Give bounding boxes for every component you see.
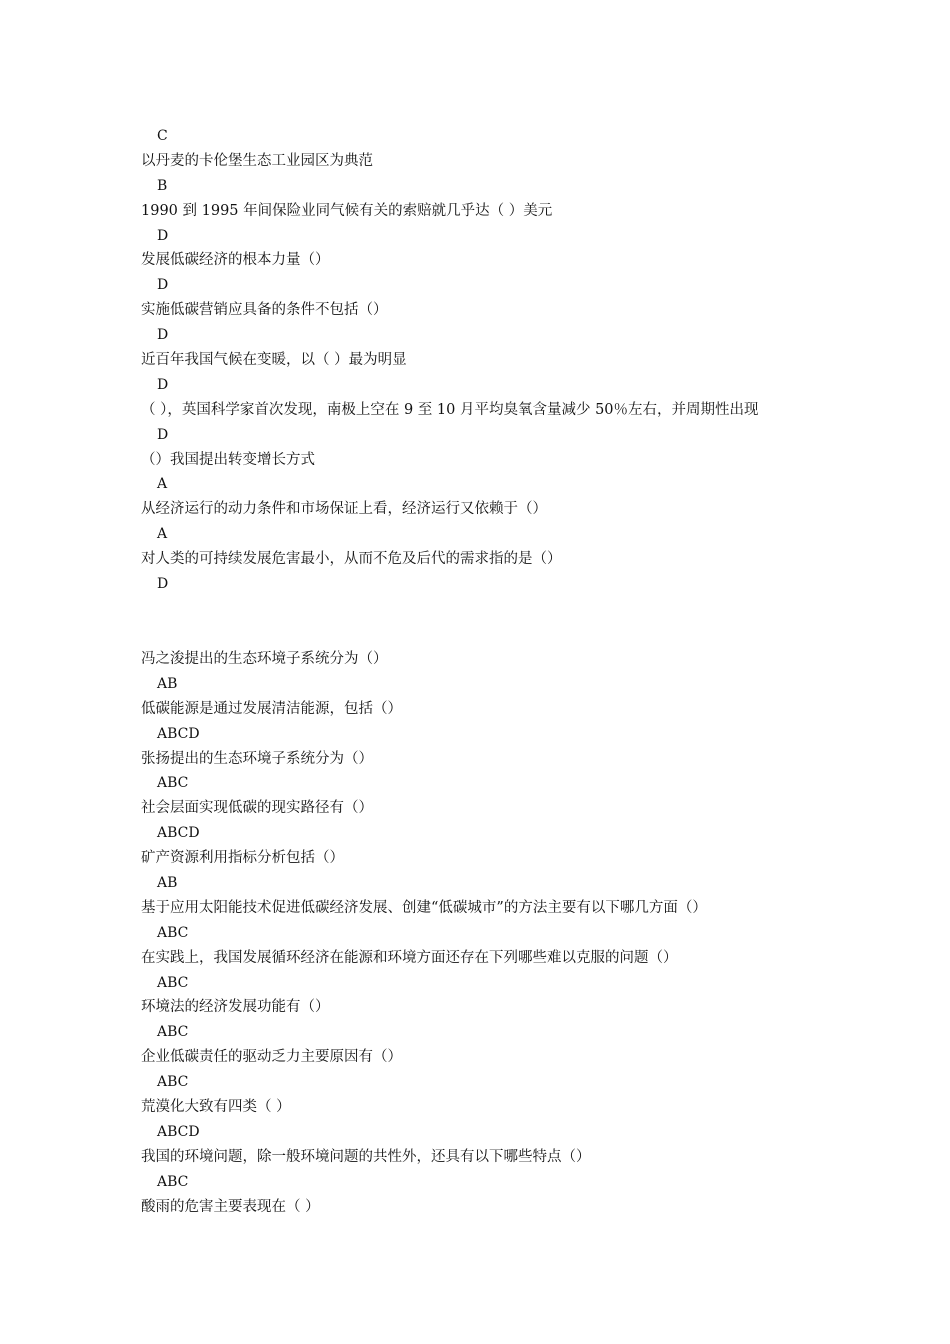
question-line: 低碳能源是通过发展清洁能源，包括（） (141, 700, 402, 717)
answer-line: AB (157, 675, 178, 692)
question-line: 1990 到 1995 年间保险业同气候有关的索赔就几乎达（ ）美元 (141, 202, 553, 219)
answer-line: AB (157, 875, 178, 892)
answer-line: D (157, 227, 169, 244)
answer-line: D (157, 327, 169, 344)
answer-line: ABCD (157, 1123, 200, 1140)
answer-line: ABC (157, 1173, 189, 1190)
question-line: 社会层面实现低碳的现实路径有（） (141, 800, 373, 817)
question-line: （ ），英国科学家首次发现，南极上空在 9 至 10 月平均臭氧含量减少 50％左右，并周期性出现 (141, 401, 759, 418)
multiple-choice-section (141, 647, 841, 1219)
answer-line: ABCD (157, 825, 200, 842)
question-line: 企业低碳责任的驱动乏力主要原因有（） (141, 1049, 402, 1066)
question-line: 在实践上，我国发展循环经济在能源和环境方面还存在下列哪些难以克服的问题（） (141, 949, 678, 966)
answer-line: B (157, 177, 168, 194)
answer-line: D (157, 376, 169, 393)
answer-line: ABC (157, 974, 189, 991)
answer-line: A (157, 526, 168, 543)
single-choice-section (141, 124, 841, 597)
answer-line: D (157, 426, 169, 443)
question-line: （）我国提出转变增长方式 (141, 451, 315, 468)
answer-line: D (157, 277, 169, 294)
question-line: 实施低碳营销应具备的条件不包括（） (141, 302, 388, 319)
answer-line: ABC (157, 775, 189, 792)
answer-line: ABCD (157, 725, 200, 742)
answer-line: A (157, 476, 168, 493)
question-line: 对人类的可持续发展危害最小，从而不危及后代的需求指的是（） (141, 551, 562, 568)
answer-line: ABC (157, 1024, 189, 1041)
question-line: 发展低碳经济的根本力量（） (141, 252, 330, 269)
answer-line: ABC (157, 1074, 189, 1091)
question-line: 张扬提出的生态环境子系统分为（） (141, 750, 373, 767)
question-line: 冯之浚提出的生态环境子系统分为（） (141, 651, 388, 667)
question-line: 荒漠化大致有四类（ ） (141, 1099, 291, 1116)
question-line: 酸雨的危害主要表现在（ ） (141, 1198, 320, 1215)
question-line: 环境法的经济发展功能有（） (141, 999, 330, 1016)
question-line: 以丹麦的卡伦堡生态工业园区为典范 (141, 152, 373, 169)
answer-line: ABC (157, 924, 189, 941)
answer-line: C (157, 128, 168, 144)
question-line: 矿产资源利用指标分析包括（） (141, 850, 344, 867)
question-line: 从经济运行的动力条件和市场保证上看，经济运行又依赖于（） (141, 501, 547, 518)
question-line: 我国的环境问题，除一般环境问题的共性外，还具有以下哪些特点（） (141, 1148, 591, 1165)
answer-line: D (157, 576, 169, 593)
question-line: 近百年我国气候在变暖，以（ ）最为明显 (141, 352, 407, 369)
question-line: 基于应用太阳能技术促进低碳经济发展、创建“低碳城市”的方法主要有以下哪几方面（） (141, 899, 707, 916)
